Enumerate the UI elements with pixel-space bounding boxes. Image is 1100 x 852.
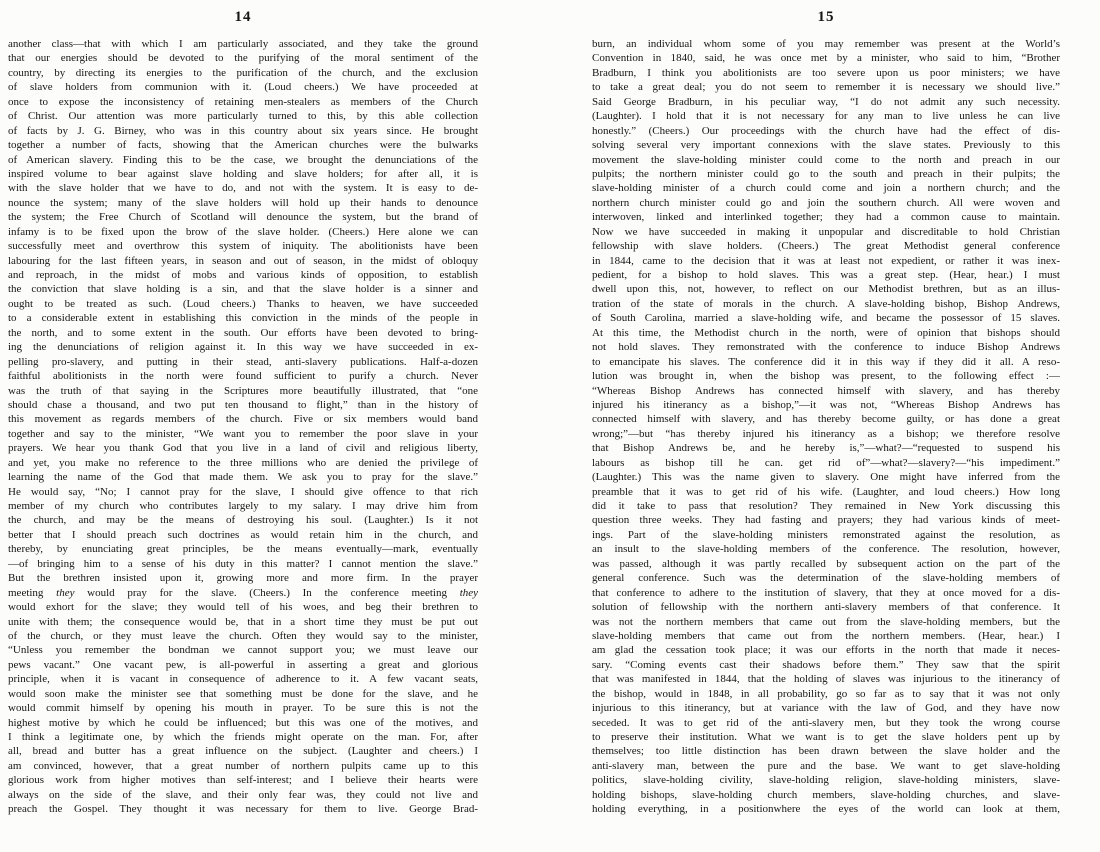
text-line: together and say to the minister, “We want you to remember the poor slave in your bbox=[8, 427, 478, 440]
text-line: Now we have succeeded in making it unpopular and discreditable to hold Christian bbox=[592, 225, 1060, 238]
text-line: faithful abolitionists in the north were found sufficient to purify a church. Never bbox=[8, 370, 478, 383]
text-line: was passed, although it was partly recalled by subsequent action on the part of the bbox=[592, 557, 1060, 570]
text-line: ing the denunciations of religion against it. In this way we have succeeded in ex- bbox=[8, 341, 478, 354]
text-line: of facts by J. G. Birney, who was in this country about six years since. He brought bbox=[8, 124, 478, 137]
text-line: of Christ. Our attention was more particularly turned to this, by this able collection bbox=[8, 110, 478, 123]
text-line: ings. Part of the slave-holding ministers remonstrated against the resolution, as bbox=[592, 528, 1060, 541]
text-line: “Unless you remember the bondman we cannot support you; we must leave our bbox=[8, 644, 478, 657]
page-body bbox=[592, 37, 1060, 817]
text-line: would commit himself by opening his mouth in prayer. To be sure this is not the bbox=[8, 702, 478, 715]
page-14 bbox=[8, 0, 478, 817]
text-line: better that I should preach such doctrines as would retain him in the church, and bbox=[8, 528, 478, 541]
text-line: country, by directing its energies to the purification of the church, and the exclusion bbox=[8, 66, 478, 79]
text-line: injured his itinerancy as a bishop,”—it was not, “Whereas Bishop Andrews has bbox=[592, 398, 1060, 411]
text-line: highest motive by which he could be influenced; but this was one of the motives, and bbox=[8, 716, 478, 729]
text-line: pews vacant.” One vacant pew, is all-powerful in asserting a great and glorious bbox=[8, 658, 478, 671]
text-line: to emancipate his slaves. The conference did it in this way if they did it all. A reso- bbox=[592, 355, 1060, 368]
text-line: the conviction that slave holding is a sin, and that the slave holder is a sinner and bbox=[8, 283, 478, 296]
text-line: unite with them; the consequence would be, that in a short time they must be put out bbox=[8, 615, 478, 628]
text-line: should chase a thousand, and two put ten thousand to flight,” than in the history of bbox=[8, 398, 478, 411]
text-line: with the slave holder that we have to do, and not with the system. It is easy to de- bbox=[8, 182, 478, 195]
text-line: labours as bishop till he can. get rid of”—what?—slavery?—“his impediment.” bbox=[592, 456, 1060, 469]
text-line: seceded. It was to get rid of the anti-slavery men, but they took the wrong course bbox=[592, 716, 1060, 729]
text-line: pelling pro-slavery, and putting in their stead, anti-slavery publications. Half-a-dozen bbox=[8, 355, 478, 368]
text-line: He would say, “No; I cannot pray for the slave, I should give offence to that rich bbox=[8, 485, 478, 498]
text-line: infamy is to be fixed upon the brow of the slave holder. (Cheers.) Here alone we can bbox=[8, 225, 478, 238]
text-line: together a number of facts, showing that the American churches were the bulwarks bbox=[8, 139, 478, 152]
text-line: principle, when it is vacant in consequence of adherence to it. A few vacant seats, bbox=[8, 673, 478, 686]
text-line: would soon make the minister see that something must be done for the slave, and he bbox=[8, 687, 478, 700]
text-line: solving several very important connexions with the slave states. Previously to this bbox=[592, 139, 1060, 152]
text-line: wrong;”—but “has thereby injured his itinerancy as a bishop; we therefore resolve bbox=[592, 427, 1060, 440]
text-line: honestly.” (Cheers.) Our proceedings with the church have had the effect of dis- bbox=[592, 124, 1060, 137]
text-line: But the brethren insisted upon it, growing more and more firm. In the prayer bbox=[8, 572, 478, 585]
text-line: northern church minister could go and join the southern church. All were woven and bbox=[592, 196, 1060, 209]
text-line: that our energies should be devoted to the purifying of the moral sentiment of the bbox=[8, 52, 478, 65]
text-line: politics, slave-holding civility, slave-holding religion, slave-holding ministers, slave- bbox=[592, 774, 1060, 787]
text-line: of slave holders from communion with it. (Loud cheers.) We have proceeded at bbox=[8, 81, 478, 94]
text-line: ought to be treated as such. (Loud cheers.) Thanks to heaven, we have succeeded bbox=[8, 297, 478, 310]
text-line: I think a legitimate one, by which the friends might operate on the man. For, after bbox=[8, 731, 478, 743]
text-line: injurious to this itinerancy, but at variance with the law of God, and they have now bbox=[592, 702, 1060, 715]
text-line: and yet, you make no reference to the three millions who are denied the privilege of bbox=[8, 456, 478, 469]
text-line: once to expose the inconsistency of retaining men-stealers as members of the Church bbox=[8, 95, 478, 108]
text-line: anti-slavery man, between the pure and the base. We want to get slave-holding bbox=[592, 759, 1060, 772]
text-line: of the church, or they must leave the church. Often they would say to the minister, bbox=[8, 629, 478, 642]
text-line: learning the name of the God that made them. We ask you to pray for the slave.” bbox=[8, 471, 478, 484]
text-line: preach the Gospel. They thought it was necessary for them to live. George Brad- bbox=[8, 803, 478, 816]
text-line: solution of fellowship with the northern anti-slavery members of that conference. It bbox=[592, 601, 1060, 614]
text-line: themselves; too little distinction has been drawn between the slave holder and the bbox=[592, 745, 1060, 758]
text-line: the system; the Free Church of Scotland will denounce the system, but the brand of bbox=[8, 211, 478, 224]
text-line: meeting they would pray for the slave. (Cheers.) In the conference meeting they bbox=[8, 586, 478, 599]
text-line: member of my church who contributes largely to my salary. I may drive him from bbox=[8, 500, 478, 512]
text-line: the church, and may be the means of destroying his soul. (Laughter.) Is it not bbox=[8, 514, 478, 527]
text-line: thereby, by enunciating great principles, be the means eventually—mark, eventually bbox=[8, 543, 478, 556]
text-line: successfully meet and overthrow this system of iniquity. The abolitionists have been bbox=[8, 240, 478, 253]
text-line: At this time, the Methodist church in the north, were of opinion that bishops should bbox=[592, 326, 1060, 339]
text-line: that was manifested in 1844, that the holding of slaves was injurious to the itinerancy of bbox=[592, 673, 1060, 686]
text-line: general conference. Such was the determination of the slave-holding members of bbox=[592, 572, 1060, 585]
text-line: (Laughter). I hold that it is not necessary for any man to live unless he can live bbox=[592, 110, 1060, 123]
text-line: was not the northern members that came out from the slave-holding members, but the bbox=[592, 615, 1060, 628]
text-line: dwell upon this, not, however, to reflect on our Methodist brethren, but as an illus- bbox=[592, 283, 1060, 296]
text-line: always on the side of the slave, and their only fear was, they could not live and bbox=[8, 788, 478, 801]
text-line: slave-holding members that came out from the northern members. (Hear, hear.) I bbox=[592, 629, 1060, 642]
text-line: pulpits; the northern minister could go to the south and preach in their pulpits; the bbox=[592, 167, 1060, 180]
text-line: pedient, for a bishop to hold slaves. This was a great step. (Hear, hear.) I must bbox=[592, 269, 1060, 281]
page-number: 14 bbox=[234, 9, 252, 25]
text-line: the bishop, would in 1848, in all probability, go so far as to say that it was not only bbox=[592, 687, 1060, 700]
text-line: all, bread and butter has a great influence on the subject. (Laughter and cheers.) I bbox=[8, 745, 478, 758]
text-line: did it take to pass that resolution? They remained in New York discussing this bbox=[592, 500, 1060, 512]
text-line: “Whereas Bishop Andrews has connected himself with slavery, and has thereby bbox=[592, 384, 1060, 397]
text-line: Bradburn, I think you abolitionists are too severe upon us poor ministers; we have bbox=[592, 66, 1060, 79]
text-line: holding bishops, slave-holding church members, slave-holding churches, and slave- bbox=[592, 788, 1060, 801]
text-line: slave-holding minister of a church could come and join a northern church; and the bbox=[592, 182, 1060, 195]
text-line: to take a great deal; you do not seem to remember it is necessary we should live.” bbox=[592, 81, 1060, 94]
text-line: holding everything, in a positionwhere the eyes of the world can look at them, bbox=[592, 803, 1060, 816]
page-body bbox=[8, 37, 478, 817]
text-line: in 1844, came to the decision that it was at least not expedient, or rather it was inex- bbox=[592, 254, 1060, 267]
text-line: not hold slaves. They remonstrated with the conference to induce Bishop Andrews bbox=[592, 341, 1060, 354]
text-line: to a considerable extent in establishing this conviction in the minds of the people in bbox=[8, 312, 478, 325]
text-line: the north, and to some extent in the south. Our efforts have been devoted to bring- bbox=[8, 326, 478, 339]
text-line: to preserve their institution. What we want is to get the slave holders pent up by bbox=[592, 731, 1060, 743]
text-line: movement the slave-holding minister could come to the north and preach in our bbox=[592, 153, 1060, 166]
text-line: glorious work from higher motives than self-interest; and I believe their hearts were bbox=[8, 774, 478, 787]
page-number: 15 bbox=[817, 9, 835, 25]
text-line: was the truth of that saying in the Scriptures more beautifully illustrated, that “one bbox=[8, 384, 478, 397]
text-line: this movement as regards members of the church. Five or six members would band bbox=[8, 413, 478, 426]
text-line: interwoven, linked and interlinked together; they had a common cause to maintain. bbox=[592, 211, 1060, 224]
text-line: that Bishop Andrews be, and he hereby is,”—what?—“requested to suspend his bbox=[592, 442, 1060, 455]
text-line: Convention in 1840, said, he was once met by a minister, who said to him, “Brother bbox=[592, 52, 1060, 65]
text-line: of American slavery. Finding this to be the case, we brought the denunciations of the bbox=[8, 153, 478, 166]
text-line: question three weeks. They had fasting and prayers; they had various kinds of meet- bbox=[592, 514, 1060, 527]
text-line: fellowship with slave holders. (Cheers.) The great Methodist general conference bbox=[592, 240, 1060, 253]
text-line: would exhort for the slave; they would tell of his woes, and beg their brethren to bbox=[8, 601, 478, 614]
text-line: burn, an individual whom some of you may remember was present at the World’s bbox=[592, 38, 1060, 50]
text-line: lution was brought in, when the bishop was present, to the following effect :— bbox=[592, 370, 1060, 383]
text-line: nounce the system; many of the slave holders will hold up their hands to denounce bbox=[8, 196, 478, 209]
text-line: am glad the cessation took place; it was our efforts in the north that made it neces- bbox=[592, 644, 1060, 657]
text-line: prayers. We hear you thank God that you live in a land of civil and religious liberty, bbox=[8, 442, 478, 455]
text-line: Said George Bradburn, in his peculiar way, “I do not admit any such necessity. bbox=[592, 95, 1060, 108]
text-line: that conference to adhere to the institution of slavery, that they at once moved for a dis- bbox=[592, 586, 1060, 599]
page-15 bbox=[592, 0, 1060, 817]
text-line: —of bringing him to a sense of his duty in this matter? I cannot mention the slave.” bbox=[8, 557, 478, 570]
text-line: (Laughter.) This was the name given to slavery. One might have inferred from the bbox=[592, 471, 1060, 484]
text-line: labouring for the last fifteen years, in season and out of season, in the midst of obloquy bbox=[8, 254, 478, 267]
text-line: connected himself with slavery, and has thereby become guilty, or has done a great bbox=[592, 413, 1060, 426]
text-line: and reproach, in the midst of mobs and various kinds of opposition, to establish bbox=[8, 269, 478, 281]
text-line: sary. “Coming events cast their shadows before them.” They saw that the spirit bbox=[592, 658, 1060, 671]
text-line: of South Carolina, married a slave-holding wife, and became the possessor of 15 slaves. bbox=[592, 312, 1060, 325]
text-line: another class—that with which I am particularly associated, and they take the ground bbox=[8, 38, 478, 50]
text-line: am convinced, however, that a great number of northern pulpits came up to this bbox=[8, 759, 478, 772]
text-line: an insult to the slave-holding members of the conference. The resolution, however, bbox=[592, 543, 1060, 556]
text-line: inspired volume to bear against slave holding and slave holders; for after all, it is bbox=[8, 167, 478, 180]
text-line: preamble that it was to get rid of his wife. (Laughter, and loud cheers.) How long bbox=[592, 485, 1060, 498]
text-line: tration of the state of morals in the church. A slave-holding bishop, Bishop Andrews, bbox=[592, 297, 1060, 310]
